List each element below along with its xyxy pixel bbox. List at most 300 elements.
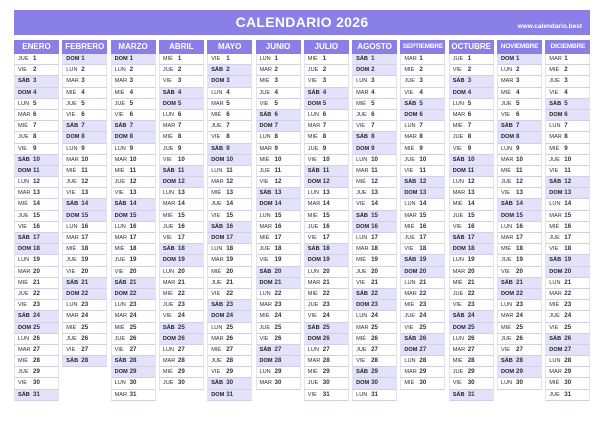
day-cell [400, 378, 445, 389]
weekday-label: VIE [162, 313, 172, 320]
weekday-label: MAR [66, 78, 79, 85]
weekday-label: VIE [18, 145, 28, 152]
day-number: 7 [467, 122, 472, 130]
day-number: 30 [177, 379, 185, 387]
weekday-label: MAR [307, 201, 321, 208]
day-number: 6 [564, 110, 568, 118]
weekday-label: SÁB [452, 391, 465, 398]
day-number: 21 [81, 278, 89, 286]
day-cell [111, 378, 156, 389]
day-cell [304, 177, 349, 188]
weekday-label: VIE [259, 335, 269, 342]
day-cell [159, 334, 204, 345]
day-number: 5 [129, 99, 134, 107]
day-cell [545, 144, 590, 155]
day-cell [14, 311, 59, 322]
day-number: 30 [371, 379, 378, 387]
day-cell [352, 233, 397, 244]
day-cell [400, 255, 445, 266]
day-cell [256, 356, 301, 367]
day-number: 10 [564, 155, 572, 163]
weekday-label: MAR [404, 212, 417, 219]
day-cell [545, 121, 590, 132]
month-header: NOVIEMBRE [497, 40, 542, 54]
weekday-label: LUN [162, 111, 175, 118]
day-number: 11 [371, 166, 378, 174]
weekday-label: LUN [18, 257, 30, 264]
weekday-label: DOM [66, 290, 80, 297]
day-number: 9 [129, 144, 134, 152]
day-number: 13 [226, 189, 234, 197]
day-cell [111, 110, 156, 121]
day-cell [449, 144, 494, 155]
weekday-label: LUN [114, 302, 126, 309]
weekday-label: JUE [162, 145, 174, 152]
day-cell [497, 76, 542, 87]
day-cell [14, 199, 59, 210]
day-cell [256, 166, 301, 177]
day-cell [545, 76, 590, 87]
day-cell [449, 356, 494, 367]
day-cell [497, 233, 542, 244]
day-cell [352, 199, 397, 210]
weekday-label: MAR [404, 56, 417, 62]
weekday-label: DOM [356, 67, 370, 74]
day-cell [545, 300, 590, 311]
day-cell [111, 177, 156, 188]
day-number: 10 [371, 155, 378, 163]
day-number: 6 [33, 110, 37, 118]
day-cell [256, 378, 301, 389]
day-number: 10 [322, 155, 330, 163]
day-cell [545, 222, 590, 233]
day-cell [304, 110, 349, 121]
day-number: 11 [33, 166, 40, 174]
day-number: 14 [274, 200, 282, 208]
weekday-label: LUN [356, 156, 368, 163]
day-number: 8 [564, 133, 568, 141]
day-number: 26 [467, 334, 475, 342]
day-number: 2 [177, 66, 182, 74]
weekday-label: MIÉ [549, 302, 560, 309]
day-cell [449, 345, 494, 356]
day-cell [111, 188, 156, 199]
weekday-label: DOM [356, 302, 370, 309]
weekday-label: LUN [66, 223, 78, 230]
day-cell [111, 76, 156, 87]
day-number: 14 [177, 200, 185, 208]
weekday-label: MIÉ [307, 212, 318, 219]
weekday-label: MIÉ [18, 201, 28, 208]
day-number: 15 [371, 211, 378, 219]
day-cell [352, 110, 397, 121]
weekday-label: SÁB [66, 358, 79, 365]
day-cell [111, 121, 156, 132]
day-cell [159, 155, 204, 166]
day-number: 6 [129, 110, 134, 118]
day-cell [352, 211, 397, 222]
weekday-label: MAR [307, 279, 321, 286]
weekday-label: JUE [356, 190, 367, 197]
day-number: 29 [274, 368, 282, 376]
day-cell [62, 345, 107, 356]
day-number: 7 [419, 122, 423, 130]
day-number: 24 [33, 312, 40, 320]
day-cell [352, 76, 397, 87]
weekday-label: JUE [211, 201, 222, 208]
day-number: 20 [33, 267, 40, 275]
day-cell [545, 244, 590, 255]
day-cell [352, 54, 397, 65]
weekday-label: SÁB [66, 201, 79, 208]
day-cell [111, 244, 156, 255]
day-number: 14 [516, 200, 523, 208]
day-cell [207, 88, 252, 99]
day-cell [62, 110, 107, 121]
weekday-label: MIÉ [18, 279, 28, 286]
weekday-label: VIE [549, 167, 559, 174]
day-cell [400, 244, 445, 255]
day-number: 22 [419, 289, 427, 297]
day-number: 30 [33, 379, 40, 387]
weekday-label: LUN [162, 346, 175, 353]
weekday-label: JUE [114, 257, 126, 264]
day-cell [256, 155, 301, 166]
day-number: 19 [371, 256, 378, 264]
day-cell [352, 65, 397, 76]
day-number: 2 [516, 66, 520, 74]
weekday-label: MIÉ [114, 246, 125, 253]
day-number: 19 [564, 256, 572, 264]
weekday-label: LUN [307, 268, 319, 275]
day-cell [352, 356, 397, 367]
month-marzo [111, 40, 156, 401]
day-number: 3 [564, 77, 568, 85]
day-cell [545, 54, 590, 65]
day-cell [62, 311, 107, 322]
day-cell [449, 255, 494, 266]
day-number: 15 [467, 211, 475, 219]
day-number: 9 [564, 144, 568, 152]
day-number: 13 [177, 189, 185, 197]
weekday-label: LUN [404, 279, 416, 286]
day-number: 21 [419, 278, 427, 286]
day-number: 4 [226, 88, 230, 96]
day-cell [449, 233, 494, 244]
day-number: 20 [564, 267, 572, 275]
day-number: 15 [516, 211, 523, 219]
day-number: 27 [371, 345, 378, 353]
day-number: 21 [516, 278, 523, 286]
day-cell [545, 334, 590, 345]
weekday-label: MAR [66, 156, 79, 163]
weekday-label: MIÉ [356, 100, 367, 107]
day-number: 3 [516, 77, 520, 85]
weekday-label: MAR [18, 111, 31, 118]
day-cell [14, 356, 59, 367]
weekday-label: MIÉ [307, 56, 318, 62]
day-cell [497, 255, 542, 266]
day-number: 24 [177, 312, 185, 320]
day-number: 25 [516, 323, 523, 331]
day-number: 5 [274, 99, 278, 107]
month-header: FEBRERO [62, 40, 107, 54]
month-mayo [207, 40, 252, 401]
day-cell [497, 278, 542, 289]
weekday-label: VIE [307, 235, 317, 241]
weekday-label: SÁB [452, 78, 465, 85]
day-cell [207, 132, 252, 143]
day-cell [352, 155, 397, 166]
day-cell [304, 99, 349, 110]
day-cell [545, 166, 590, 177]
weekday-label: SÁB [356, 290, 368, 297]
weekday-label: SÁB [501, 279, 513, 286]
day-cell [304, 334, 349, 345]
weekday-label: VIE [66, 111, 76, 118]
day-number: 15 [226, 211, 234, 219]
day-cell [207, 65, 252, 76]
day-cell [497, 199, 542, 210]
weekday-label: SÁB [307, 246, 320, 253]
weekday-label: SÁB [18, 313, 30, 320]
day-number: 9 [274, 144, 278, 152]
day-number: 24 [81, 312, 89, 320]
day-number: 29 [226, 368, 234, 376]
day-number: 30 [226, 379, 234, 387]
day-cell [400, 222, 445, 233]
day-cell [207, 110, 252, 121]
day-cell [14, 54, 59, 65]
day-number: 6 [516, 110, 520, 118]
day-number: 24 [564, 312, 572, 320]
day-number: 19 [419, 256, 427, 264]
weekday-label: LUN [404, 201, 416, 208]
day-cell [449, 99, 494, 110]
day-cell [497, 244, 542, 255]
day-cell [497, 300, 542, 311]
day-cell [400, 356, 445, 367]
day-cell [14, 378, 59, 389]
day-cell [497, 311, 542, 322]
weekday-label: LUN [66, 145, 78, 152]
day-number: 3 [33, 77, 37, 85]
day-cell [304, 255, 349, 266]
day-number: 24 [226, 312, 234, 320]
day-cell [207, 121, 252, 132]
weekday-label: LUN [307, 346, 319, 353]
weekday-label: SÁB [549, 179, 562, 186]
weekday-label: SÁB [404, 179, 417, 186]
day-number: 7 [371, 122, 375, 130]
day-cell [159, 177, 204, 188]
day-number: 22 [274, 289, 282, 297]
day-cell [62, 132, 107, 143]
weekday-label: MAR [549, 56, 562, 62]
day-number: 22 [467, 289, 475, 297]
day-number: 23 [129, 301, 137, 309]
day-cell [304, 76, 349, 87]
weekday-label: LUN [18, 100, 30, 107]
weekday-label: MIÉ [452, 201, 463, 208]
weekday-label: SÁB [307, 324, 320, 331]
weekday-label: VIE [452, 302, 462, 309]
day-number: 22 [322, 289, 330, 297]
day-number: 22 [371, 289, 378, 297]
weekday-label: LUN [114, 223, 126, 230]
day-number: 10 [419, 155, 427, 163]
weekday-label: LUN [18, 335, 30, 342]
day-cell [400, 121, 445, 132]
day-number: 12 [564, 178, 572, 186]
day-number: 1 [177, 55, 182, 62]
day-cell [62, 188, 107, 199]
weekday-label: SÁB [501, 201, 513, 208]
day-number: 2 [129, 66, 134, 74]
day-cell [400, 334, 445, 345]
day-number: 9 [33, 144, 37, 152]
weekday-label: MIÉ [162, 212, 173, 219]
day-cell [545, 267, 590, 278]
day-cell [62, 233, 107, 244]
day-cell [449, 177, 494, 188]
day-cell [352, 334, 397, 345]
day-number: 3 [226, 77, 230, 85]
day-cell [159, 345, 204, 356]
day-cell [111, 334, 156, 345]
day-cell [159, 166, 204, 177]
day-number: 23 [274, 301, 282, 309]
day-cell [400, 132, 445, 143]
day-number: 19 [129, 256, 137, 264]
weekday-label: JUE [404, 313, 415, 320]
day-number: 20 [322, 267, 330, 275]
day-number: 17 [371, 234, 378, 241]
day-number: 15 [564, 211, 572, 219]
day-cell [400, 99, 445, 110]
day-cell [304, 222, 349, 233]
day-cell [304, 390, 349, 401]
day-number: 9 [371, 144, 375, 152]
day-cell [256, 76, 301, 87]
day-number: 31 [371, 390, 378, 398]
day-number: 1 [226, 55, 230, 62]
weekday-label: DOM [211, 313, 225, 320]
weekday-label: MIÉ [404, 145, 415, 152]
day-cell [14, 255, 59, 266]
day-cell [62, 211, 107, 222]
day-cell [304, 199, 349, 210]
day-cell [207, 323, 252, 334]
day-number: 25 [129, 323, 137, 331]
day-number: 13 [419, 189, 427, 197]
day-cell [111, 300, 156, 311]
day-number: 19 [322, 256, 330, 264]
weekday-label: SÁB [356, 369, 368, 376]
month-header: ENERO [14, 40, 59, 54]
day-number: 4 [33, 88, 37, 96]
day-cell [545, 323, 590, 334]
day-cell [545, 188, 590, 199]
weekday-label: DOM [356, 380, 370, 387]
day-number: 23 [33, 301, 40, 309]
weekday-label: DOM [114, 212, 128, 219]
weekday-label: DOM [114, 56, 128, 62]
day-number: 23 [467, 301, 475, 309]
day-cell [159, 267, 204, 278]
weekday-label: JUE [259, 324, 271, 331]
weekday-label: JUE [259, 89, 271, 96]
day-number: 4 [129, 88, 134, 96]
day-cell [14, 211, 59, 222]
weekday-label: VIE [356, 279, 366, 286]
day-number: 8 [226, 133, 230, 141]
day-cell [207, 378, 252, 389]
day-number: 5 [516, 99, 520, 107]
weekday-label: SÁB [162, 167, 175, 174]
month-diciembre [545, 40, 590, 401]
day-cell [111, 211, 156, 222]
day-cell [14, 132, 59, 143]
day-cell [256, 233, 301, 244]
day-cell [159, 323, 204, 334]
day-number: 22 [33, 289, 40, 297]
day-cell [62, 88, 107, 99]
weekday-label: SÁB [211, 145, 223, 152]
day-number: 26 [226, 334, 234, 342]
weekday-label: JUE [452, 134, 464, 141]
day-cell [111, 199, 156, 210]
weekday-label: JUE [356, 346, 367, 353]
day-cell [545, 289, 590, 300]
month-header: MARZO [111, 40, 156, 54]
weekday-label: MAR [307, 358, 321, 365]
day-cell [256, 65, 301, 76]
weekday-label: MIÉ [66, 246, 77, 253]
weekday-label: DOM [549, 268, 563, 275]
day-number: 18 [371, 245, 378, 253]
day-cell [14, 188, 59, 199]
day-number: 7 [129, 122, 134, 130]
day-cell [304, 289, 349, 300]
day-number: 13 [129, 189, 137, 197]
weekday-label: DOM [307, 179, 321, 186]
day-number: 18 [226, 245, 234, 253]
weekday-label: JUE [356, 268, 367, 275]
weekday-label: MIÉ [452, 123, 463, 130]
day-cell [497, 155, 542, 166]
day-cell [62, 166, 107, 177]
day-number: 12 [129, 178, 137, 186]
weekday-label: VIE [114, 111, 124, 118]
day-cell [352, 367, 397, 378]
weekday-label: MAR [162, 201, 176, 208]
day-number: 7 [322, 122, 327, 130]
weekday-label: VIE [211, 290, 221, 297]
weekday-label: MAR [18, 346, 31, 353]
day-number: 27 [226, 345, 234, 353]
day-number: 9 [81, 144, 85, 152]
day-cell [207, 211, 252, 222]
day-cell [400, 278, 445, 289]
day-number: 13 [322, 189, 330, 197]
day-number: 16 [371, 222, 378, 230]
weekday-label: SÁB [549, 100, 562, 107]
weekday-label: MIÉ [162, 369, 173, 376]
day-cell [62, 323, 107, 334]
day-number: 7 [226, 122, 230, 130]
day-number: 23 [226, 301, 234, 309]
